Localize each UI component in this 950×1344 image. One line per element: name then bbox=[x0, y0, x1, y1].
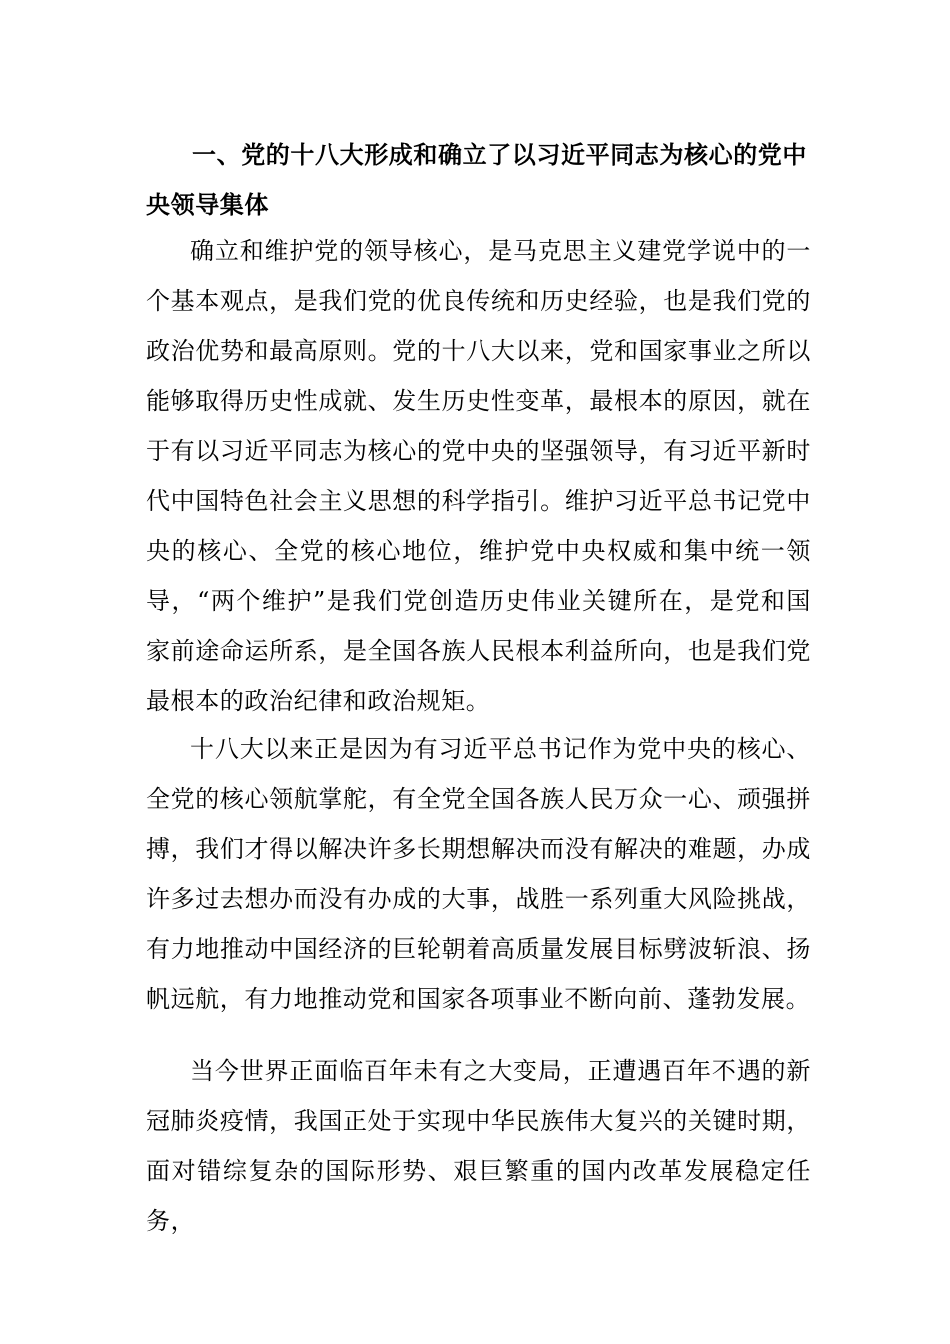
paragraph-3: 当今世界正面临百年未有之大变局，正遭遇百年不遇的新冠肺炎疫情，我国正处于实现中华民族伟大复兴的关键时期，面对错综复杂的国际形势、艰巨繁重的国内改革发展稳定任务， bbox=[146, 1057, 811, 1235]
paragraph-1: 确立和维护党的领导核心，是马克思主义建党学说中的一个基本观点，是我们党的优良传统和历史经验，也是我们党的政治优势和最高原则。党的十八大以来，党和国家事业之所以能够取得历史性成就、发生历史性变革，最根本的原因，就在于有以习近平同志为核心的党中央的坚强领导，有习近平新时代中国特色社会主义思想的科学指引。维护习近平总书记党中央的核心、全党的核心地位，维护党中央权威和集中统一领导，“两个维护”是我们党创造历史伟业关键所在，是党和国家前途命运所系，是全国各族人民根本利益所向，也是我们党最根本的政治纪律和政治规矩。 bbox=[146, 237, 811, 715]
paragraph-2: 十八大以来正是因为有习近平总书记作为党中央的核心、全党的核心领航掌舵，有全党全国各族人民万众一心、顽强拼搏，我们才得以解决许多长期想解决而没有解决的难题，办成许多过去想办而没有办成的大事，战胜一系列重大风险挑战，有力地推动中国经济的巨轮朝着高质量发展目标劈波斩浪、扬帆远航，有力地推动党和国家各项事业不断向前、蓬勃发展。 bbox=[146, 735, 811, 1013]
section-heading: 一、党的十八大形成和确立了以习近平同志为核心的党中央领导集体 bbox=[146, 140, 807, 219]
